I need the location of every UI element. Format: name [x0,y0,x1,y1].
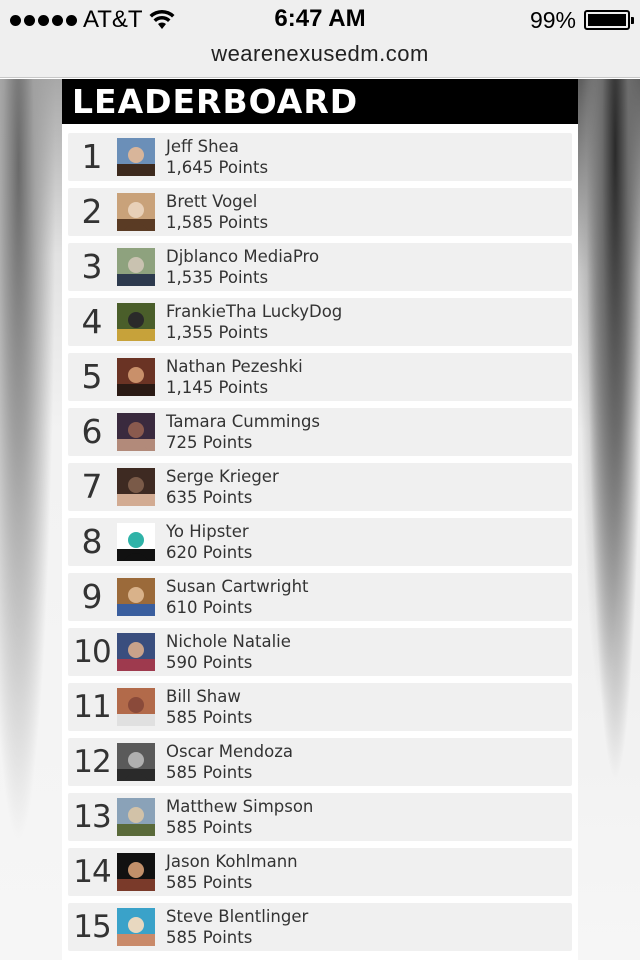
leaderboard-title: LEADERBOARD [62,79,578,124]
leaderboard-row[interactable] [68,243,572,291]
avatar[interactable] [117,248,155,286]
avatar[interactable] [117,468,155,506]
player-points: 590 Points [166,653,253,672]
background-image-right [578,79,640,960]
profile-photo-icon [117,688,155,726]
rank-number: 6 [81,412,103,451]
avatar[interactable] [117,193,155,231]
player-points: 585 Points [166,763,253,782]
player-name[interactable]: Jason Kohlmann [166,852,298,871]
rank-number: 3 [81,247,103,286]
profile-photo-icon [117,303,155,341]
profile-photo-icon [117,798,155,836]
profile-photo-icon [117,633,155,671]
profile-photo-icon [117,853,155,891]
rank-number: 13 [73,799,111,835]
player-points: 1,355 Points [166,323,269,342]
leaderboard-row[interactable] [68,738,572,786]
player-name[interactable]: Nathan Pezeshki [166,357,303,376]
rank-number: 2 [81,192,103,231]
player-points: 585 Points [166,818,253,837]
profile-photo-icon [117,743,155,781]
status-bar [0,0,640,40]
battery-percent: 99% [529,6,576,33]
profile-photo-icon [117,193,155,231]
leaderboard-row[interactable] [68,298,572,346]
player-name[interactable]: Djblanco MediaPro [166,247,320,266]
rank-number: 10 [73,634,111,670]
avatar[interactable] [117,908,155,946]
player-name[interactable]: Steve Blentlinger [166,907,309,926]
rank-number: 15 [73,909,111,945]
rank-number: 9 [81,577,103,616]
rank-number: 8 [81,522,103,561]
leaderboard-row[interactable] [68,903,572,951]
battery-icon [584,10,630,30]
leaderboard-row[interactable] [68,628,572,676]
leaderboard-row[interactable] [68,683,572,731]
leaderboard [62,79,578,960]
profile-photo-icon [117,908,155,946]
leaderboard-row[interactable] [68,133,572,181]
player-name[interactable]: Nichole Natalie [166,632,291,651]
player-name[interactable]: Serge Krieger [166,467,279,486]
player-name[interactable]: Matthew Simpson [166,797,314,816]
avatar[interactable] [117,688,155,726]
profile-photo-icon [117,248,155,286]
avatar[interactable] [117,853,155,891]
player-name[interactable]: Jeff Shea [166,137,239,156]
player-points: 635 Points [166,488,253,507]
rank-number: 7 [81,467,103,506]
profile-photo-icon [117,468,155,506]
profile-photo-icon [117,578,155,616]
player-points: 610 Points [166,598,253,617]
rank-number: 12 [73,744,111,780]
profile-photo-icon [117,138,155,176]
player-name[interactable]: Oscar Mendoza [166,742,293,761]
player-name[interactable]: Bill Shaw [166,687,241,706]
avatar[interactable] [117,523,155,561]
avatar[interactable] [117,798,155,836]
avatar[interactable] [117,358,155,396]
player-points: 585 Points [166,928,253,947]
rank-number: 11 [73,689,111,725]
profile-photo-icon [117,413,155,451]
avatar[interactable] [117,578,155,616]
player-name[interactable]: Susan Cartwright [166,577,309,596]
leaderboard-row[interactable] [68,793,572,841]
avatar[interactable] [117,413,155,451]
leaderboard-row[interactable] [68,518,572,566]
leaderboard-row[interactable] [68,463,572,511]
player-points: 585 Points [166,708,253,727]
player-points: 1,585 Points [166,213,269,232]
player-name[interactable]: Yo Hipster [166,522,249,541]
rank-number: 1 [81,137,103,176]
carrier-label: AT&T [83,6,143,33]
leaderboard-row[interactable] [68,188,572,236]
rank-number: 4 [81,302,103,341]
leaderboard-row[interactable] [68,573,572,621]
player-points: 1,535 Points [166,268,269,287]
leaderboard-row[interactable] [68,408,572,456]
player-points: 620 Points [166,543,253,562]
player-name[interactable]: Tamara Cummings [166,412,321,431]
battery-group [530,6,630,34]
leaderboard-row[interactable] [68,848,572,896]
player-points: 1,645 Points [166,158,269,177]
profile-photo-icon [117,358,155,396]
web-page [0,79,640,960]
avatar[interactable] [117,138,155,176]
leaderboard-row[interactable] [68,353,572,401]
avatar[interactable] [117,303,155,341]
url-text: wearenexusedm.com [211,41,429,66]
player-name[interactable]: FrankieTha LuckyDog [166,302,343,321]
player-points: 1,145 Points [166,378,269,397]
avatar[interactable] [117,743,155,781]
avatar[interactable] [117,633,155,671]
address-bar[interactable] [0,40,640,78]
profile-photo-icon [117,523,155,561]
clock: 6:47 AM [274,5,366,32]
player-points: 585 Points [166,873,253,892]
rank-number: 14 [73,854,111,890]
player-name[interactable]: Brett Vogel [166,192,258,211]
rank-number: 5 [81,357,103,396]
background-image-left [0,79,62,960]
leaderboard-list [68,133,572,958]
player-points: 725 Points [166,433,253,452]
